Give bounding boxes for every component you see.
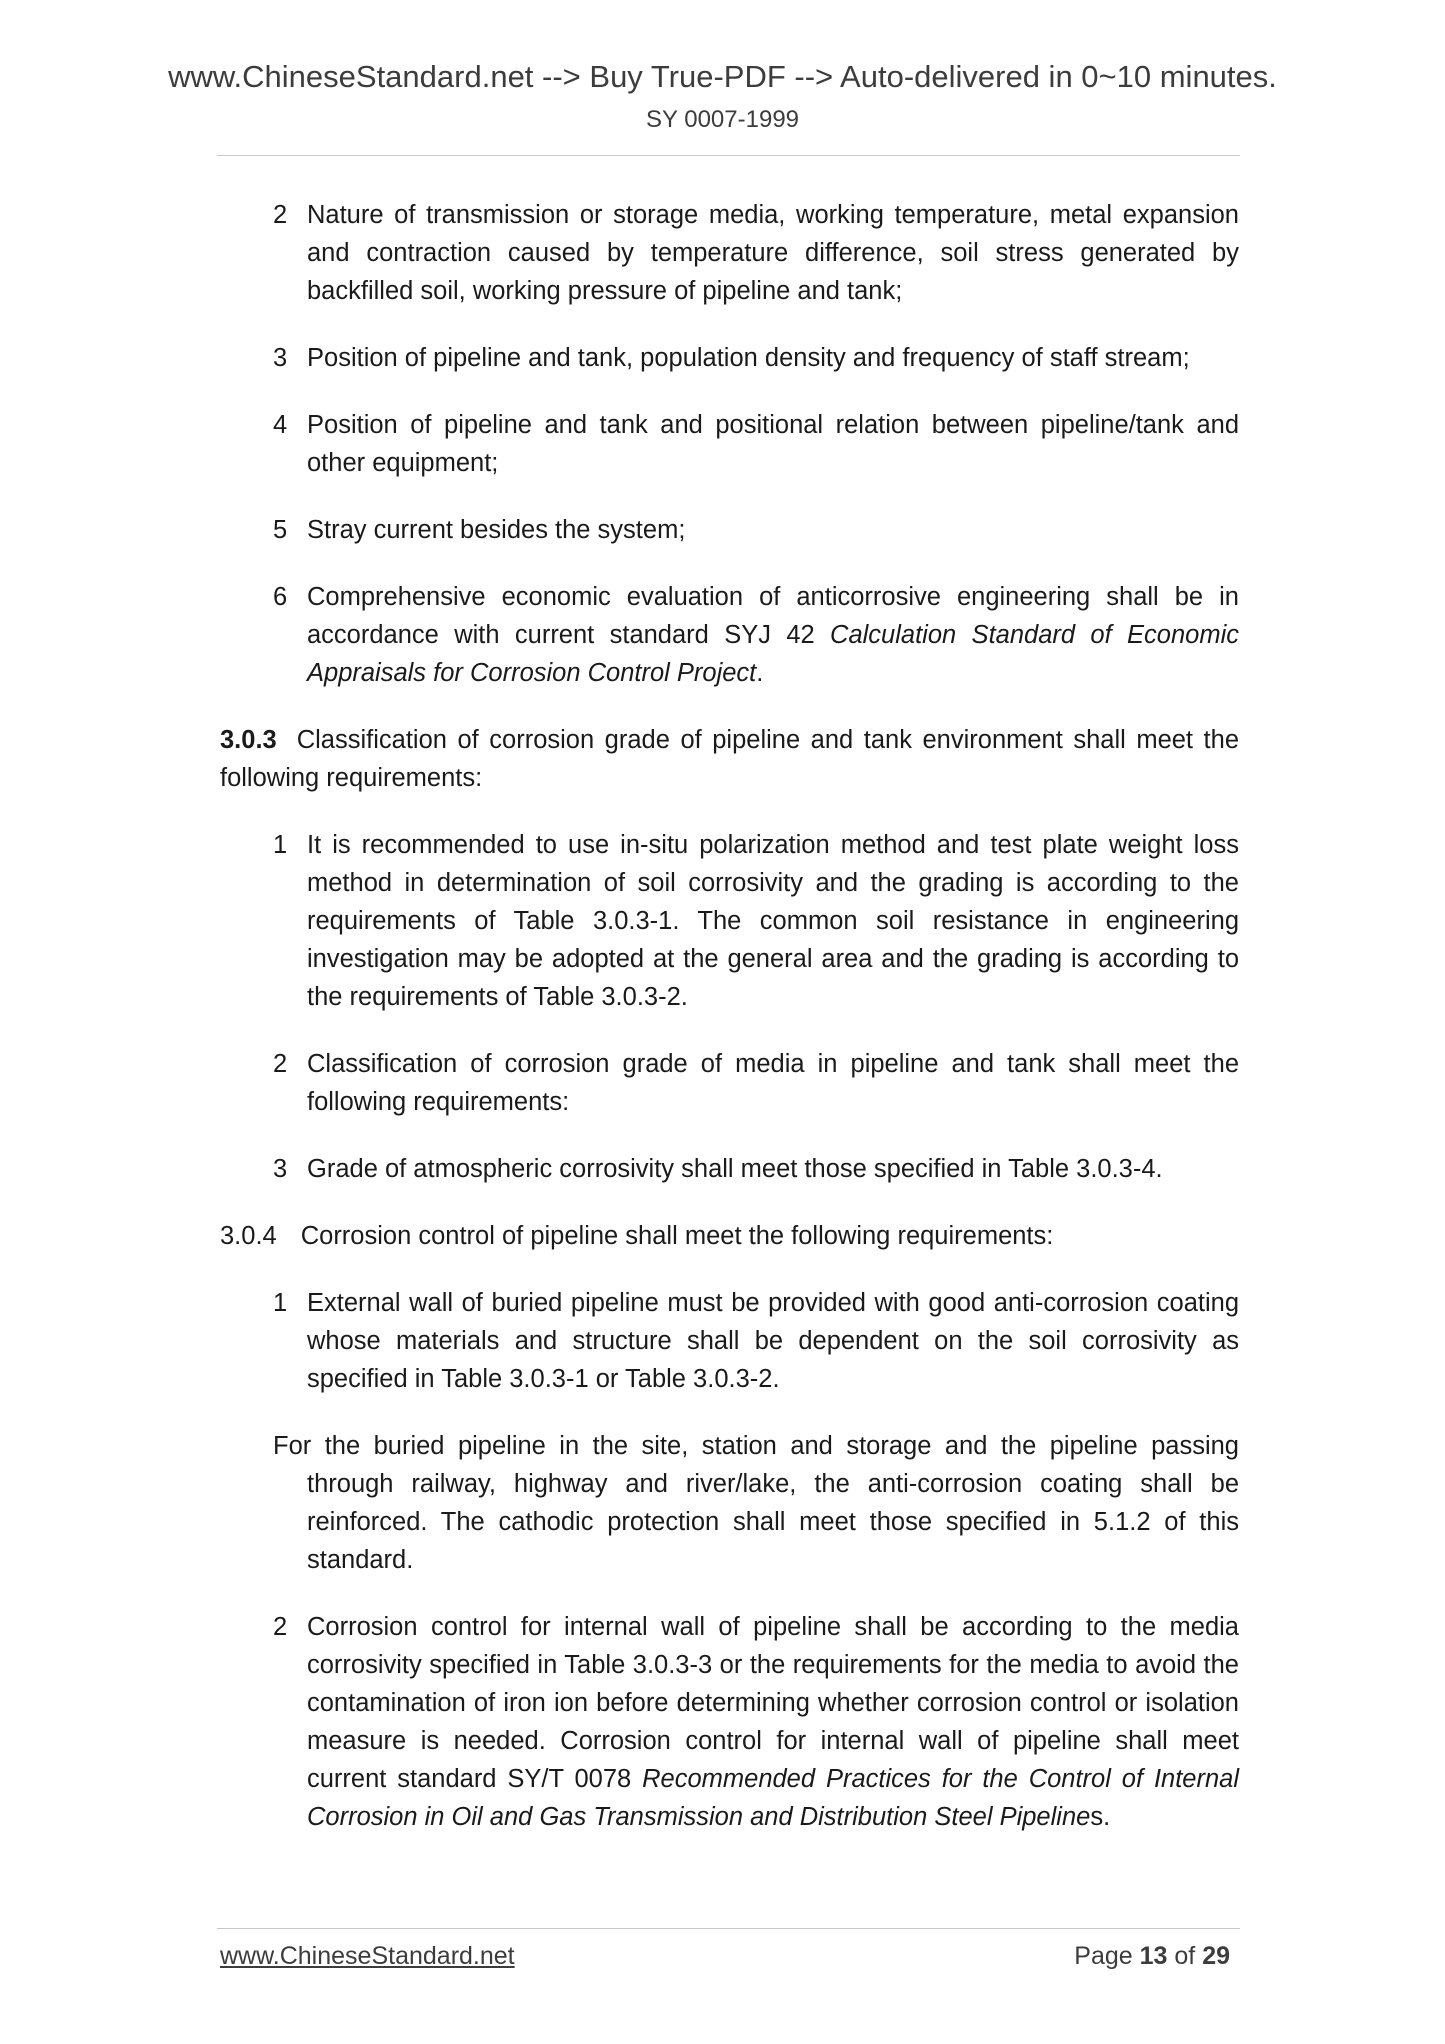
list-item <box>220 826 1239 1016</box>
clause-3-0-4 <box>220 1217 1239 1255</box>
item-number: 6 <box>273 583 288 611</box>
of-word: of <box>1174 1942 1196 1970</box>
item-text: Stray current besides the system; <box>307 516 686 544</box>
total-pages: 29 <box>1202 1942 1230 1970</box>
header-banner: www.ChineseStandard.net --> Buy True-PDF --> Auto-delivered in 0~10 minutes. <box>168 59 1277 94</box>
item-text-end: s. <box>1090 1803 1111 1831</box>
clause-text: Classification of corrosion grade of pipeline and tank environment shall meet the following requirements: <box>220 726 1239 792</box>
list-item <box>220 406 1239 482</box>
cited-standard-title: Recommended Practices for the Control of Internal Corrosion in Oil and Gas Transmission and Distribution Steel Pipeline <box>307 1765 1239 1831</box>
item-number: 3 <box>273 1155 288 1183</box>
item-text-end: . <box>756 659 764 687</box>
item-text: Comprehensive economic evaluation of anticorrosive engineering shall be in accordance with current standard SYJ 42 <box>307 583 1239 649</box>
clause-text: Corrosion control of pipeline shall meet the following requirements: <box>300 1222 1054 1250</box>
item-number: 2 <box>273 1050 288 1078</box>
item-text: Nature of transmission or storage media, working temperature, metal expansion and contraction caused by temperature difference, soil stress generated by backfilled soil, working pressure of pipeline and tank; <box>307 201 1239 305</box>
list-item <box>220 339 1239 377</box>
list-item <box>220 1284 1239 1398</box>
item-text: Grade of atmospheric corrosivity shall meet those specified in Table 3.0.3-4. <box>307 1155 1163 1183</box>
item-number: 1 <box>273 1289 288 1317</box>
list-item <box>220 511 1239 549</box>
item-text: Classification of corrosion grade of media in pipeline and tank shall meet the following requirements: <box>307 1050 1239 1116</box>
cited-standard-title: Calculation Standard of Economic Appraisals for Corrosion Control Project <box>307 621 1239 687</box>
list-item <box>220 196 1239 310</box>
clause-number: 3.0.3 <box>220 726 277 754</box>
clause-3-0-3 <box>220 721 1239 797</box>
footer-site-link[interactable]: www.ChineseStandard.net <box>220 1942 515 1970</box>
document-body <box>220 196 1239 1865</box>
item-text: External wall of buried pipeline must be provided with good anti-corrosion coating whose materials and structure shall be dependent on the soil corrosivity as specified in Table 3.0.3-1 or Table 3.0.3-2. <box>307 1289 1239 1393</box>
item-text: It is recommended to use in-situ polarization method and test plate weight loss method in determination of soil corrosivity and the grading is according to the requirements of Table 3.0.3-1. The common soil resistance in engineering investigation may be adopted at the general area and the grading is according to the requirements of Table 3.0.3-2. <box>307 831 1239 1011</box>
current-page-number: 13 <box>1139 1942 1168 1970</box>
list-item <box>220 1045 1239 1121</box>
item-number: 5 <box>273 516 288 544</box>
item-number: 3 <box>273 344 288 372</box>
item-number: 4 <box>273 411 288 439</box>
footer-divider <box>217 1928 1240 1929</box>
header-divider <box>217 155 1240 156</box>
item-number: 2 <box>273 201 288 229</box>
list-item <box>220 578 1239 692</box>
item-text: Position of pipeline and tank and positional relation between pipeline/tank and other equipment; <box>307 411 1239 477</box>
standard-code: SY 0007-1999 <box>645 106 800 133</box>
item-number: 1 <box>273 831 288 859</box>
clause-number: 3.0.4 <box>220 1222 277 1250</box>
list-item <box>220 1608 1239 1836</box>
list-item <box>220 1150 1239 1188</box>
item-text: Corrosion control for internal wall of pipeline shall be according to the media corrosivity specified in Table 3.0.3-3 or the requirements for the media to avoid the contamination of iron ion before determining whether corrosion control or isolation measure is needed. Corrosion control for internal wall of pipeline shall meet current standard SY/T 0078 <box>307 1613 1239 1793</box>
item-text: Position of pipeline and tank, population density and frequency of staff stream; <box>307 344 1190 372</box>
paragraph-buried-pipeline: For the buried pipeline in the site, station and storage and the pipeline passing through railway, highway and river/lake, the anti-corrosion coating shall be reinforced. The cathodic protection shall meet those specified in 5.1.2 of this standard. <box>273 1432 1239 1574</box>
item-number: 2 <box>273 1613 288 1641</box>
page-indicator <box>1074 1942 1230 1971</box>
page-word: Page <box>1074 1942 1133 1970</box>
